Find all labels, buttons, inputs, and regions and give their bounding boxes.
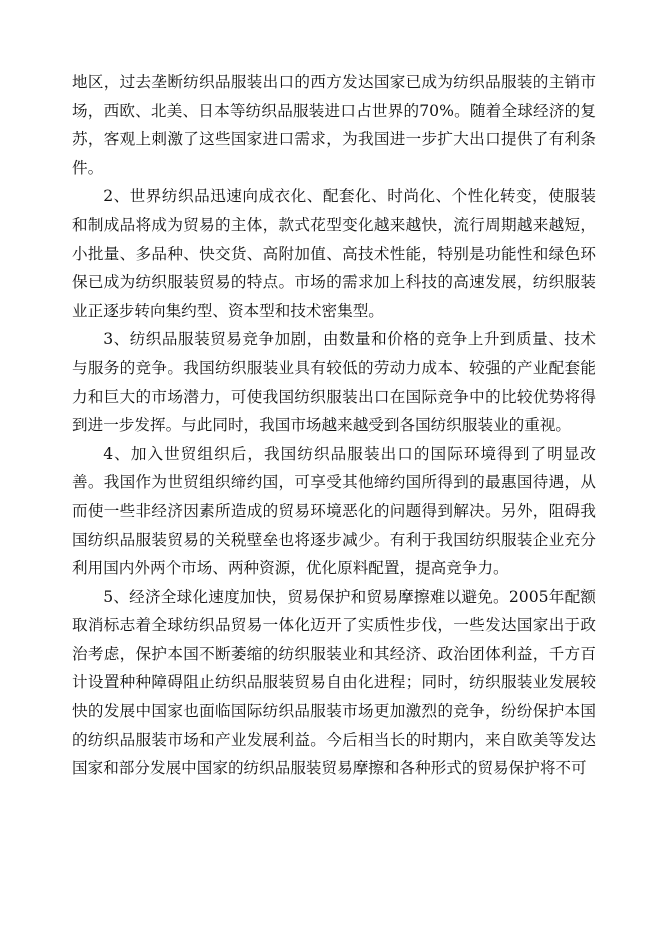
paragraph-point-2: 2、世界纺织品迅速向成衣化、配套化、时尚化、个性化转变，使服装和制成品将成为贸易的主体，款式花型变化越来越快，流行周期越来越短，小批量、多品种、快交货、高附加值、高技术性能，特别是功能性和绿色环保已成为纺织服装贸易的特点。市场的需求加上科技的高速发展，纺织服装业正逐步转向集约型、资本型和技术密集型。 [72, 187, 596, 320]
paragraph-point-4: 4、加入世贸组织后，我国纺织品服装出口的国际环境得到了明显改善。我国作为世贸组织缔约国，可享受其他缔约国所得到的最惠国待遇，从而使一些非经济因素所造成的贸易环境恶化的问题得到解决。另外，阻碍我国纺织品服装贸易的关税壁垒也将逐步减少。有利于我国纺织服装企业充分利用国内外两个市场、两种资源，优化原料配置，提高竞争力。 [72, 444, 596, 578]
paragraph-point-3: 3、纺织品服装贸易竞争加剧，由数量和价格的竞争上升到质量、技术与服务的竞争。我国纺织服装业具有较低的劳动力成本、较强的产业配套能力和巨大的市场潜力，可使我国纺织服装出口在国际竞争中的比较优势将得到进一步发挥。与此同时，我国市场越来越受到各国纺织服装业的重视。 [72, 330, 596, 435]
document-page [72, 68, 596, 783]
paragraph-intro-continuation: 地区，过去垄断纺织品服装出口的西方发达国家已成为纺织品服装的主销市场，西欧、北美、日本等纺织品服装进口占世界的70%。随着全球经济的复苏，客观上刺激了这些国家进口需求，为我国进一步扩大出口提供了有利条件。 [72, 73, 596, 177]
paragraph-point-5: 5、经济全球化速度加快，贸易保护和贸易摩擦难以避免。2005年配额取消标志着全球纺织品贸易一体化迈开了实质性步伐，一些发达国家出于政治考虑，保护本国不断萎缩的纺织服装业和其经济、政治团体利益，千方百计设置种种障碍阻止纺织品服装贸易自由化进程；同时，纺织服装业发展较快的发展中国家也面临国际纺织品服装市场更加激烈的竞争，纷纷保护本国的纺织品服装市场和产业发展利益。今后相当长的时期内，来自欧美等发达国家和部分发展中国家的纺织品服装贸易摩擦和各种形式的贸易保护将不可 [72, 587, 596, 778]
